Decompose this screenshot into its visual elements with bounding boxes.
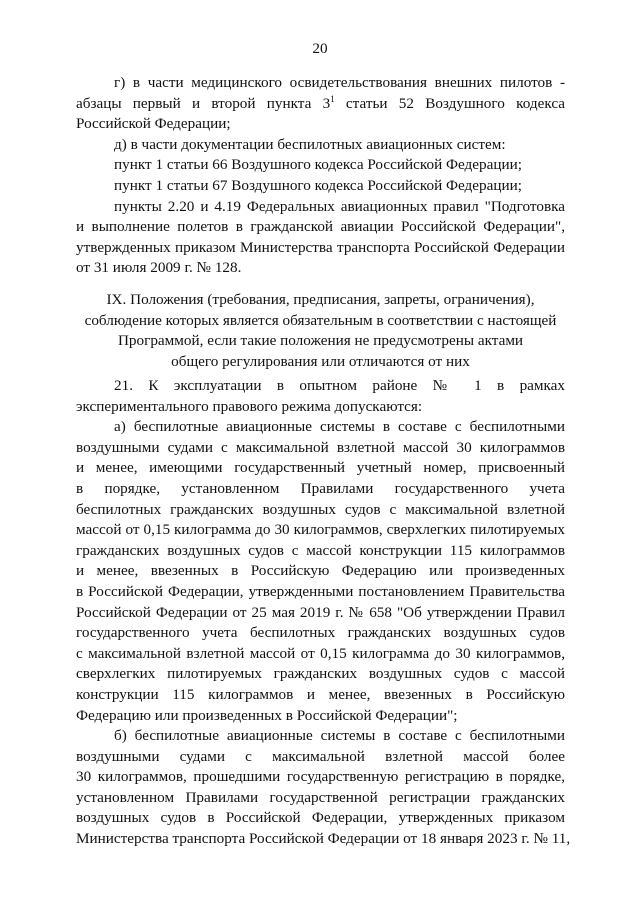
text-line: беспилотных гражданских воздушных судов с максимальной взлетной bbox=[76, 500, 565, 518]
heading-line: общего регулирования или отличаются от них bbox=[171, 352, 470, 370]
heading-line: IX. Положения (требования, предписания, запреты, ограничения), bbox=[106, 291, 535, 308]
text-line: и менее, имеющими государственный учетный номер, присвоенный bbox=[76, 459, 565, 477]
text-line: установленном Правилами государственной регистрации гражданских bbox=[76, 788, 565, 806]
text-line: гражданских воздушных судов с массой конструкции 115 килограммов bbox=[76, 541, 565, 559]
text-line: сверхлегких пилотируемых гражданских воздушных судов с массой bbox=[76, 665, 565, 683]
text-line: в порядке, установленном Правилами государственного учета bbox=[76, 479, 565, 497]
text-line: с максимальной взлетной массой от 0,15 килограмма до 30 килограммов, bbox=[76, 644, 565, 662]
text-line: пункт 1 статьи 67 Воздушного кодекса Российской Федерации; bbox=[114, 176, 522, 194]
text-line: пункты 2.20 и 4.19 Федеральных авиационных правил "Подготовка bbox=[114, 197, 565, 215]
text-line: пункт 1 статьи 66 Воздушного кодекса Российской Федерации; bbox=[114, 156, 522, 174]
text-line: конструкции 115 килограммов и менее, ввезенных в Российскую bbox=[76, 685, 565, 703]
text-line: утвержденных приказом Министерства транспорта Российской Федерации bbox=[76, 238, 565, 256]
text-line: г) в части медицинского освидетельствования внешних пилотов - bbox=[114, 74, 565, 91]
line-text: абзацы первый и второй пункта 3 bbox=[76, 94, 331, 112]
exemptions-list bbox=[76, 73, 565, 279]
text-line: массой от 0,15 килограмма до 30 килограммов, сверхлегких пилотируемых bbox=[76, 521, 565, 539]
line-text: статьи 52 Воздушного кодекса bbox=[334, 94, 565, 112]
text-line: воздушными судами с максимальной взлетной массой 30 килограммов bbox=[76, 438, 565, 456]
page-number: 20 bbox=[312, 40, 328, 57]
text-line: Министерства транспорта Российской Федерации от 18 января 2023 г. № 11, bbox=[76, 830, 571, 848]
superscript: 1 bbox=[330, 93, 335, 104]
text-line: и менее, ввезенных в Российскую Федерацию или произведенных bbox=[76, 562, 565, 580]
text-line bbox=[76, 94, 565, 115]
text-line: а) беспилотные авиационные системы в составе с беспилотными bbox=[114, 418, 565, 436]
text-line: Российской Федерации от 25 мая 2019 г. № 658 "Об утверждении Правил bbox=[76, 603, 565, 621]
heading-line: соблюдение которых является обязательным в соответствии с настоящей bbox=[84, 311, 557, 329]
heading-line: Программой, если такие положения не предусмотрены актами bbox=[117, 332, 524, 350]
text-line: и выполнение полетов в гражданской авиации Российской Федерации", bbox=[76, 218, 565, 236]
text-line: от 31 июля 2009 г. № 128. bbox=[76, 259, 242, 277]
text-line: 21. К эксплуатации в опытном районе № 1 в рамках bbox=[114, 377, 565, 394]
text-line: государственного учета беспилотных гражданских воздушных судов bbox=[76, 624, 565, 642]
text-line: Федерацию или произведенных в Российской Федерации"; bbox=[76, 706, 458, 724]
text-line: экспериментального правового режима допускаются: bbox=[76, 397, 423, 415]
text-line: д) в части документации беспилотных авиационных систем: bbox=[114, 135, 506, 153]
text-line: воздушных судов в Российской Федерации, утвержденных приказом bbox=[76, 809, 565, 827]
text-line: воздушными судами с максимальной взлетной массой более bbox=[76, 747, 565, 765]
section-heading bbox=[76, 290, 565, 372]
section-ix-body bbox=[76, 376, 571, 850]
text-line: 30 килограммов, прошедшими государственную регистрацию в порядке, bbox=[76, 768, 565, 786]
text-line: в Российской Федерации, утвержденными постановлением Правительства bbox=[76, 582, 565, 600]
text-line: Российской Федерации; bbox=[76, 115, 231, 133]
text-line: б) беспилотные авиационные системы в составе с беспилотными bbox=[114, 727, 565, 745]
